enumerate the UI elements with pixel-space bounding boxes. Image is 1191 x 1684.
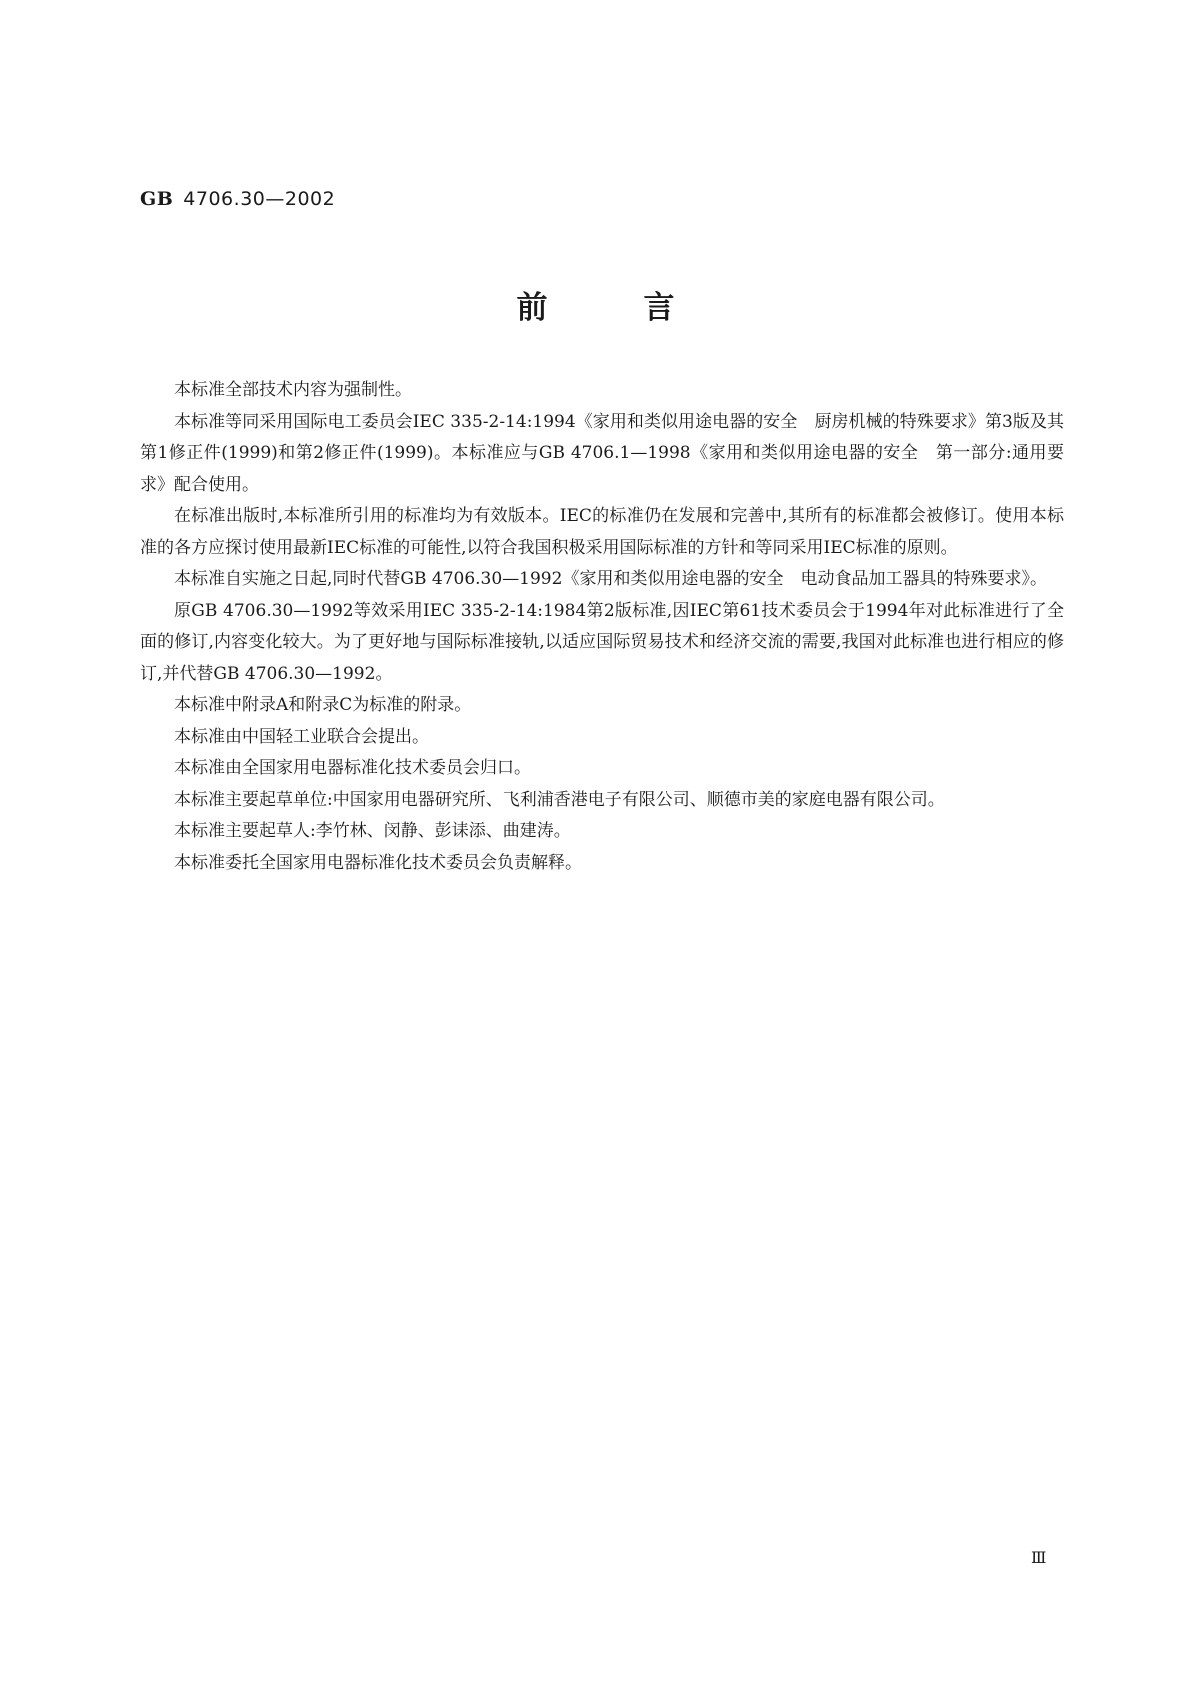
paragraph-11: 本标准委托全国家用电器标准化技术委员会负责解释。 bbox=[174, 852, 582, 873]
paragraph-10: 本标准主要起草人:李竹林、闵静、彭诔添、曲建涛。 bbox=[174, 821, 571, 841]
paragraph-5: 原GB 4706.30—1992等效采用IEC 335-2-14:1984第2版标准,因IEC第61技术委员会于1994年对此标准进行了全面的修订,内容变化较大。为了更好地与国际标准接轨,以适应国际贸易技术和经济交流的需要,我国对此标准也进行相应的修订,并代替GB 4706.30—1992。 bbox=[140, 600, 1064, 684]
standard-number: 4706.30—2002 bbox=[183, 188, 336, 210]
paragraph-4: 本标准自实施之日起,同时代替GB 4706.30—1992《家用和类似用途电器的安全 电动食品加工器具的特殊要求》。 bbox=[174, 569, 1047, 589]
paragraph-8: 本标准由全国家用电器标准化技术委员会归口。 bbox=[174, 758, 531, 778]
standard-prefix: GB bbox=[140, 188, 174, 210]
paragraph-3: 在标准出版时,本标准所引用的标准均为有效版本。IEC的标准仍在发展和完善中,其所有的标准都会被修订。使用本标准的各方应探讨使用最新IEC标准的可能性,以符合我国积极采用国际标准的方针和等同采用IEC标准的原则。 bbox=[140, 506, 1064, 558]
page-title: 前言 bbox=[516, 290, 771, 326]
paragraph-2: 本标准等同采用国际电工委员会IEC 335-2-14:1994《家用和类似用途电器的安全 厨房机械的特殊要求》第3版及其第1修正件(1999)和第2修正件(1999)。本标准应与GB 4706.1—1998《家用和类似用途电器的安全 第一部分:通用要求》配合使用。 bbox=[140, 411, 1064, 495]
paragraph-6: 本标准中附录A和附录C为标准的附录。 bbox=[174, 695, 472, 715]
page-number: Ⅲ bbox=[1031, 1548, 1047, 1567]
paragraph-9: 本标准主要起草单位:中国家用电器研究所、飞利浦香港电子有限公司、顺德市美的家庭电器有限公司。 bbox=[174, 789, 945, 810]
foreword-body bbox=[140, 375, 1064, 879]
paragraph-1: 本标准全部技术内容为强制性。 bbox=[174, 380, 412, 400]
paragraph-7: 本标准由中国轻工业联合会提出。 bbox=[174, 726, 429, 747]
standard-header bbox=[140, 188, 335, 210]
